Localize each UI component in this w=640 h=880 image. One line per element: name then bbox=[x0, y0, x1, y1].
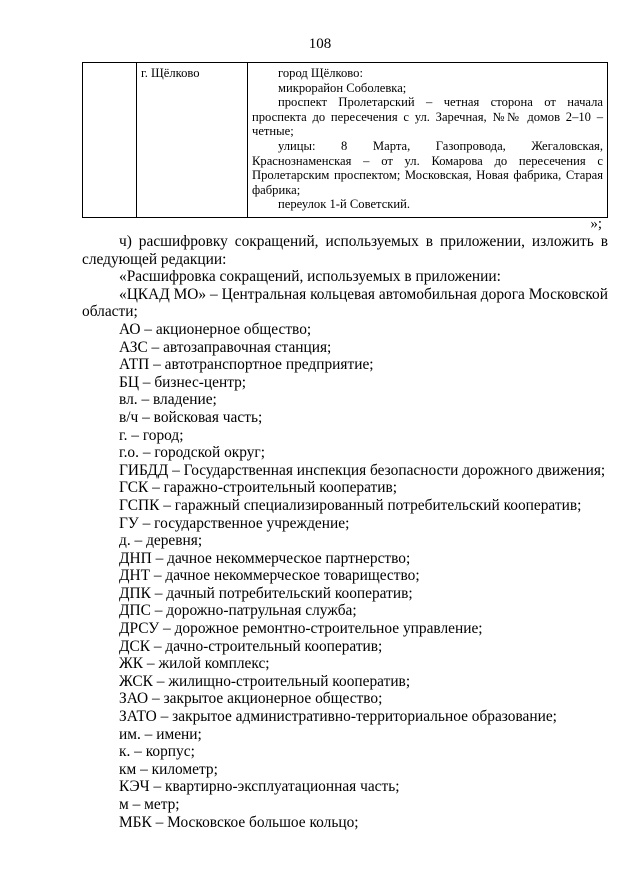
abbreviation-item: ДНТ – дачное некоммерческое товарищество; bbox=[119, 567, 420, 585]
territory-item: переулок 1-й Советский. bbox=[278, 197, 411, 212]
abbreviation-item: АТП – автотранспортное предприятие; bbox=[119, 356, 374, 374]
abbreviation-item: ДНП – дачное некоммерческое партнерство; bbox=[119, 549, 411, 567]
abbreviation-list bbox=[82, 321, 608, 831]
abbreviation-item: г. – город; bbox=[119, 426, 184, 444]
table-row bbox=[83, 63, 608, 218]
abbreviation-item: д. – деревня; bbox=[119, 532, 203, 550]
abbreviation-item: АЗС – автозаправочная станция; bbox=[119, 338, 332, 356]
paragraph-instruction: ч) расшифровку сокращений, используемых в приложении, изложить в следующей редакции: bbox=[82, 233, 608, 268]
address-table bbox=[82, 62, 608, 218]
territory-item: улицы: 8 Марта, Газопровода, Жегаловская, Краснознаменская – от ул. Комарова до пересечения с Пролетарским проспектом; Московская, Новая фабрика, Старая фабрика; bbox=[252, 138, 603, 197]
abbreviation-item: им. – имени; bbox=[119, 725, 202, 743]
abbreviation-item: ЗАО – закрытое акционерное общество; bbox=[119, 690, 383, 708]
closing-quote: »; bbox=[590, 216, 602, 232]
abbreviation-item: г.о. – городской округ; bbox=[119, 444, 266, 462]
page-number: 108 bbox=[308, 36, 332, 52]
abbreviation-item: КЭЧ – квартирно-эксплуатационная часть; bbox=[119, 778, 400, 796]
abbreviation-item: БЦ – бизнес-центр; bbox=[119, 373, 247, 391]
abbreviation-item: ДСК – дачно-строительный кооператив; bbox=[119, 637, 383, 655]
table-cell-number bbox=[83, 63, 137, 218]
abbreviation-item: ДПК – дачный потребительский кооператив; bbox=[119, 584, 413, 602]
abbreviation-item: ЖК – жилой комплекс; bbox=[119, 655, 270, 673]
abbreviation-item: ГИБДД – Государственная инспекция безопасности дорожного движения; bbox=[119, 461, 606, 479]
abbreviation-item: ЖСК – жилищно-строительный кооператив; bbox=[119, 672, 411, 690]
table-cell-territory bbox=[248, 63, 608, 218]
abbreviation-item: в/ч – войсковая часть; bbox=[119, 408, 263, 426]
abbreviation-item: ДПС – дорожно-патрульная служба; bbox=[119, 602, 357, 620]
abbreviation-item: ГСПК – гаражный специализированный потребительский кооператив; bbox=[119, 496, 582, 514]
territory-item: проспект Пролетарский – четная сторона от начала проспекта до пересечения с ул. Заречная, №№ домов 2–10 –четные; bbox=[252, 95, 603, 139]
abbreviation-item: м – метр; bbox=[119, 796, 180, 813]
abbreviation-item: МБК – Московское большое кольцо; bbox=[119, 813, 359, 831]
abbreviation-item: ГСК – гаражно-строительный кооператив; bbox=[119, 479, 398, 497]
paragraph-heading: «Расшифровка сокращений, используемых в приложении: bbox=[119, 268, 501, 286]
territory-heading: город Щёлково: bbox=[278, 66, 363, 80]
abbreviation-item: ГУ – государственное учреждение; bbox=[119, 514, 350, 532]
abbreviation-item: к. – корпус; bbox=[119, 743, 195, 761]
document-body bbox=[82, 233, 608, 831]
table-cell-locality: г. Щёлково bbox=[137, 63, 248, 218]
paragraph-tskad: «ЦКАД МО» – Центральная кольцевая автомобильная дорога Московской области; bbox=[82, 285, 608, 321]
abbreviation-item: вл. – владение; bbox=[119, 391, 217, 409]
abbreviation-item: ДРСУ – дорожное ремонтно-строительное управление; bbox=[119, 620, 483, 638]
abbreviation-item: ЗАТО – закрытое административно-территориальное образование; bbox=[119, 708, 557, 726]
territory-item: микрорайон Соболевка; bbox=[278, 80, 407, 95]
abbreviation-item: АО – акционерное общество; bbox=[119, 320, 312, 338]
abbreviation-item: км – километр; bbox=[119, 760, 218, 778]
